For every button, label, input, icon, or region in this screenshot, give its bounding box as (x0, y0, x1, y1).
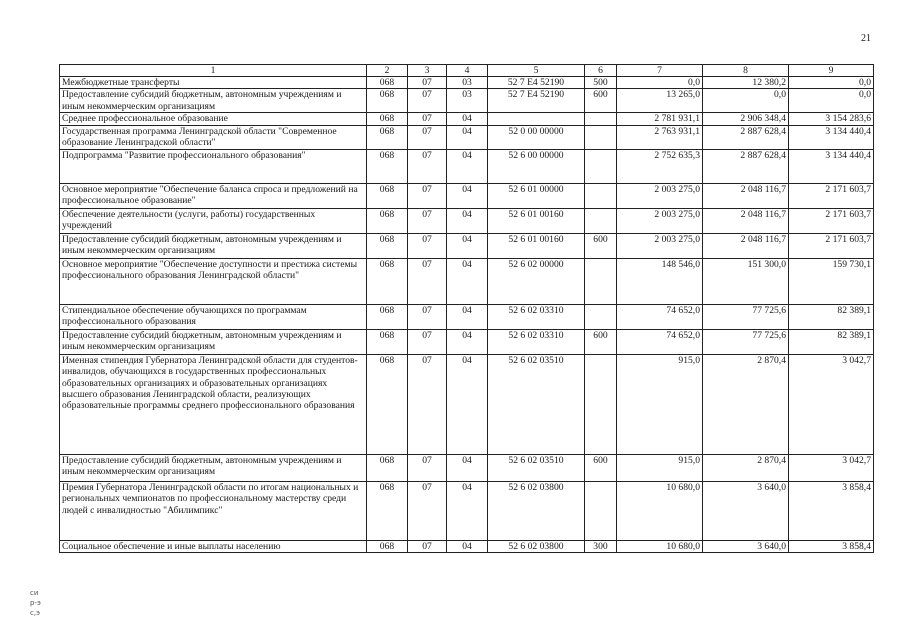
row-value-cell (585, 113, 617, 125)
row-value-cell: 74 652,0 (617, 329, 703, 354)
row-value-cell: 0,0 (617, 77, 703, 89)
row-value-cell: 2 048 116,7 (703, 208, 789, 233)
row-value-cell: 07 (408, 304, 447, 329)
row-value-cell: 2 763 931,1 (617, 125, 703, 149)
row-value-cell: 04 (447, 113, 488, 125)
row-name-cell: Основное мероприятие "Обеспечение доступности и престижа системы профессионального образования Ленинградской области" (60, 258, 367, 304)
row-value-cell: 068 (367, 89, 408, 113)
row-value-cell: 07 (408, 258, 447, 304)
row-value-cell: 068 (367, 149, 408, 183)
table-row (60, 208, 874, 233)
row-value-cell: 82 389,1 (789, 329, 874, 354)
row-value-cell: 04 (447, 329, 488, 354)
row-value-cell: 3 134 440,4 (789, 125, 874, 149)
row-value-cell: 068 (367, 540, 408, 552)
row-value-cell: 2 887 628,4 (703, 125, 789, 149)
row-value-cell: 04 (447, 149, 488, 183)
row-name-cell: Основное мероприятие "Обеспечение баланса спроса и предложений на профессиональное образование" (60, 183, 367, 208)
row-value-cell: 0,0 (703, 89, 789, 113)
row-value-cell: 2 171 603,7 (789, 208, 874, 233)
row-value-cell: 04 (447, 354, 488, 454)
row-value-cell: 068 (367, 354, 408, 454)
row-value-cell: 0,0 (789, 89, 874, 113)
row-value-cell: 068 (367, 304, 408, 329)
header-cell: 8 (703, 65, 789, 77)
header-cell: 6 (585, 65, 617, 77)
row-value-cell: 04 (447, 454, 488, 481)
row-value-cell: 04 (447, 304, 488, 329)
row-name-cell: Межбюджетные трансферты (60, 77, 367, 89)
row-value-cell (585, 481, 617, 540)
row-value-cell: 2 752 635,3 (617, 149, 703, 183)
table-row (60, 481, 874, 540)
row-value-cell: 3 640,0 (703, 540, 789, 552)
row-value-cell: 07 (408, 183, 447, 208)
row-value-cell: 2 870,4 (703, 354, 789, 454)
row-value-cell (585, 183, 617, 208)
row-value-cell: 068 (367, 258, 408, 304)
row-value-cell: 52 6 02 03310 (488, 304, 585, 329)
row-value-cell: 52 7 E4 52190 (488, 89, 585, 113)
row-value-cell: 13 265,0 (617, 89, 703, 113)
row-value-cell: 068 (367, 125, 408, 149)
row-value-cell: 07 (408, 208, 447, 233)
header-cell: 4 (447, 65, 488, 77)
row-value-cell: 10 680,0 (617, 540, 703, 552)
row-value-cell: 07 (408, 125, 447, 149)
row-value-cell: 0,0 (789, 77, 874, 89)
row-value-cell: 3 134 440,4 (789, 149, 874, 183)
row-value-cell: 52 6 01 00000 (488, 183, 585, 208)
table-body (60, 77, 874, 553)
row-value-cell: 600 (585, 233, 617, 258)
row-value-cell: 52 6 02 03800 (488, 540, 585, 552)
row-value-cell (585, 125, 617, 149)
row-value-cell: 04 (447, 125, 488, 149)
row-value-cell: 07 (408, 354, 447, 454)
row-value-cell: 068 (367, 183, 408, 208)
row-value-cell: 52 6 02 00000 (488, 258, 585, 304)
row-value-cell: 04 (447, 208, 488, 233)
row-value-cell: 77 725,6 (703, 304, 789, 329)
table-row (60, 454, 874, 481)
table-row (60, 77, 874, 89)
margin-mark: си (30, 589, 39, 597)
table-row (60, 89, 874, 113)
row-value-cell: 82 389,1 (789, 304, 874, 329)
row-value-cell: 2 048 116,7 (703, 233, 789, 258)
margin-mark: р-э (30, 599, 41, 607)
row-name-cell: Предоставление субсидий бюджетным, автономным учреждениям и иным некоммерческим организациям (60, 89, 367, 113)
row-value-cell: 068 (367, 208, 408, 233)
row-name-cell: Государственная программа Ленинградской области "Современное образование Ленинградской области" (60, 125, 367, 149)
row-name-cell: Среднее профессиональное образование (60, 113, 367, 125)
row-value-cell: 600 (585, 454, 617, 481)
row-value-cell: 2 171 603,7 (789, 233, 874, 258)
row-value-cell: 068 (367, 113, 408, 125)
header-cell: 9 (789, 65, 874, 77)
row-name-cell: Предоставление субсидий бюджетным, автономным учреждениям и иным некоммерческим организациям (60, 233, 367, 258)
row-value-cell: 07 (408, 113, 447, 125)
header-cell: 7 (617, 65, 703, 77)
row-value-cell (585, 304, 617, 329)
page-number: 21 (861, 33, 871, 44)
row-value-cell: 2 003 275,0 (617, 233, 703, 258)
row-name-cell: Обеспечение деятельности (услуги, работы) государственных учреждений (60, 208, 367, 233)
row-name-cell: Предоставление субсидий бюджетным, автономным учреждениям и иным некоммерческим организациям (60, 454, 367, 481)
row-value-cell: 2 003 275,0 (617, 183, 703, 208)
row-value-cell: 151 300,0 (703, 258, 789, 304)
row-value-cell: 77 725,6 (703, 329, 789, 354)
row-value-cell: 74 652,0 (617, 304, 703, 329)
row-value-cell: 3 154 283,6 (789, 113, 874, 125)
row-value-cell: 07 (408, 77, 447, 89)
table-row (60, 304, 874, 329)
row-value-cell (585, 208, 617, 233)
row-value-cell: 03 (447, 89, 488, 113)
table-row (60, 354, 874, 454)
row-value-cell (585, 258, 617, 304)
margin-mark: с,э (30, 609, 40, 617)
table-row (60, 258, 874, 304)
row-value-cell: 04 (447, 540, 488, 552)
header-cell: 2 (367, 65, 408, 77)
row-value-cell: 068 (367, 329, 408, 354)
row-value-cell: 915,0 (617, 354, 703, 454)
table-row (60, 540, 874, 552)
row-name-cell: Стипендиальное обеспечение обучающихся по программам профессионального образования (60, 304, 367, 329)
row-name-cell: Подпрограмма "Развитие профессионального образования" (60, 149, 367, 183)
row-value-cell: 52 7 E4 52190 (488, 77, 585, 89)
row-value-cell (585, 149, 617, 183)
row-value-cell: 03 (447, 77, 488, 89)
row-value-cell: 068 (367, 481, 408, 540)
row-value-cell: 52 0 00 00000 (488, 125, 585, 149)
header-cell: 3 (408, 65, 447, 77)
row-value-cell: 068 (367, 233, 408, 258)
row-value-cell: 52 6 01 00160 (488, 208, 585, 233)
row-value-cell: 2 171 603,7 (789, 183, 874, 208)
row-value-cell: 3 042,7 (789, 454, 874, 481)
table-row (60, 233, 874, 258)
row-value-cell: 3 042,7 (789, 354, 874, 454)
row-value-cell: 10 680,0 (617, 481, 703, 540)
row-value-cell: 04 (447, 258, 488, 304)
row-value-cell: 04 (447, 183, 488, 208)
header-row (60, 65, 874, 77)
row-value-cell: 07 (408, 481, 447, 540)
table-row (60, 113, 874, 125)
row-value-cell: 300 (585, 540, 617, 552)
table-row (60, 149, 874, 183)
row-value-cell: 52 6 00 00000 (488, 149, 585, 183)
row-value-cell: 07 (408, 149, 447, 183)
row-name-cell: Именная стипендия Губернатора Ленинградской области для студентов-инвалидов, обучающихся в государственных профессиональных образовательных организациях и образовательных организациях высшего образования Ленинградской области, реализующих образовательные программы среднего профессионального образования (60, 354, 367, 454)
table-row (60, 125, 874, 149)
row-value-cell: 148 546,0 (617, 258, 703, 304)
row-value-cell: 500 (585, 77, 617, 89)
row-value-cell: 2 906 348,4 (703, 113, 789, 125)
row-value-cell: 52 6 01 00160 (488, 233, 585, 258)
table-row (60, 183, 874, 208)
row-value-cell: 12 380,2 (703, 77, 789, 89)
row-value-cell: 52 6 02 03310 (488, 329, 585, 354)
row-value-cell: 3 640,0 (703, 481, 789, 540)
row-value-cell: 600 (585, 89, 617, 113)
row-value-cell: 07 (408, 89, 447, 113)
header-cell: 1 (60, 65, 367, 77)
row-value-cell: 159 730,1 (789, 258, 874, 304)
row-value-cell: 3 858,4 (789, 481, 874, 540)
row-value-cell: 068 (367, 77, 408, 89)
row-value-cell: 07 (408, 540, 447, 552)
row-value-cell: 2 048 116,7 (703, 183, 789, 208)
row-value-cell: 2 003 275,0 (617, 208, 703, 233)
row-value-cell: 07 (408, 329, 447, 354)
row-value-cell (488, 113, 585, 125)
row-value-cell: 04 (447, 233, 488, 258)
budget-table (59, 64, 874, 553)
row-name-cell: Социальное обеспечение и иные выплаты населению (60, 540, 367, 552)
row-value-cell: 52 6 02 03510 (488, 354, 585, 454)
row-value-cell: 52 6 02 03800 (488, 481, 585, 540)
header-cell: 5 (488, 65, 585, 77)
row-value-cell: 07 (408, 454, 447, 481)
row-name-cell: Предоставление субсидий бюджетным, автономным учреждениям и иным некоммерческим организациям (60, 329, 367, 354)
row-value-cell: 2 870,4 (703, 454, 789, 481)
row-value-cell: 2 887 628,4 (703, 149, 789, 183)
margin-handwritten-marks (30, 588, 41, 618)
row-value-cell: 52 6 02 03510 (488, 454, 585, 481)
row-value-cell: 3 858,4 (789, 540, 874, 552)
row-value-cell: 600 (585, 329, 617, 354)
row-name-cell: Премия Губернатора Ленинградской области по итогам национальных и региональных чемпионатов по профессиональному мастерству среди людей с инвалидностью "Абилимпикс" (60, 481, 367, 540)
table-row (60, 329, 874, 354)
row-value-cell: 04 (447, 481, 488, 540)
row-value-cell: 915,0 (617, 454, 703, 481)
row-value-cell: 2 781 931,1 (617, 113, 703, 125)
row-value-cell: 07 (408, 233, 447, 258)
row-value-cell (585, 354, 617, 454)
row-value-cell: 068 (367, 454, 408, 481)
